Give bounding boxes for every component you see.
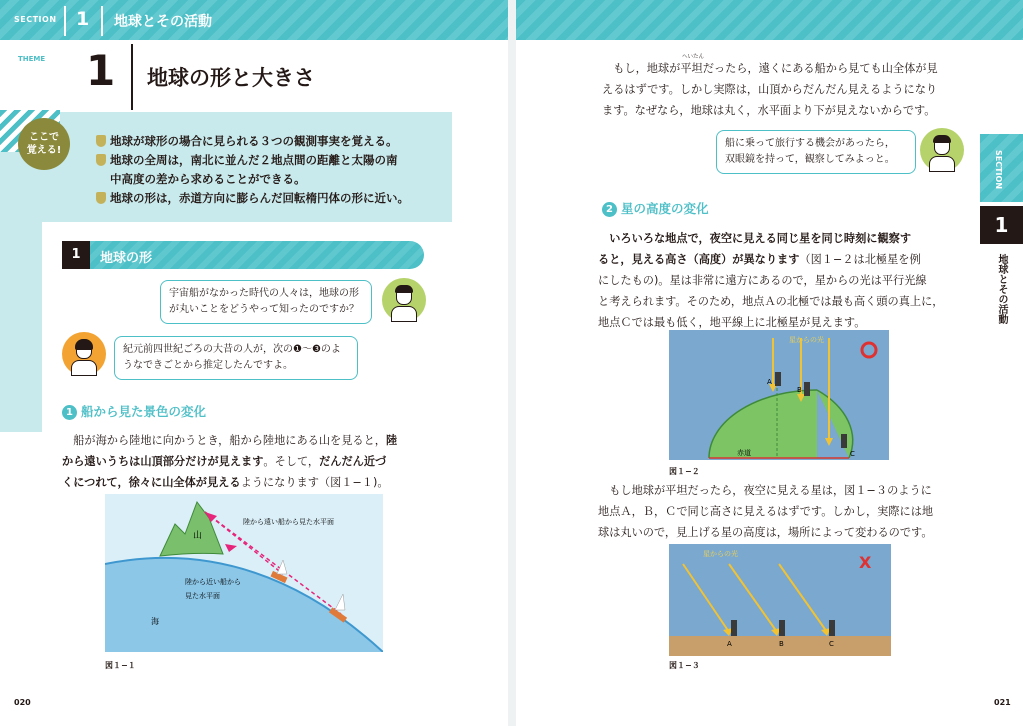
section-header [0, 0, 508, 40]
goal-item: 地球の全周は，南北に並んだ２地点間の距離と太陽の南 [96, 151, 436, 170]
label-sea: 海 [151, 617, 159, 626]
section-title: 地球とその活動 [114, 14, 212, 30]
section-label: SECTION [14, 15, 57, 24]
goal-item: 地球が球形の場合に見られる３つの観測事実を覚える。 [96, 132, 436, 151]
label-far-ship: 陸から遠い船から見た水平面 [243, 518, 334, 526]
theme-header [0, 40, 508, 112]
right-page [516, 0, 1023, 726]
book-gutter [508, 0, 516, 726]
figure-1-2 [669, 330, 889, 460]
page-title: 地球の形と大きさ [147, 66, 315, 90]
figure-1-1 [105, 494, 383, 652]
thought-bubble: 船に乗って旅行する機会があったら， 双眼鏡を持って，観察してみよっと。 [716, 130, 916, 174]
label-mountain: 山 [193, 531, 203, 541]
ruby-text: へいたん [682, 54, 705, 60]
goal-list [96, 132, 436, 208]
theme-label: THEME [18, 55, 46, 63]
label-near-ship-2: 見た水平面 [185, 592, 220, 600]
wrong-mark-icon: X [859, 553, 872, 572]
body-paragraph: いろいろな地点で，夜空に見える同じ星を同じ時刻に観察す ると，見える高さ（高度）が異なります（図１−２は北極星を例 にしたもの)。星は非常に遠方にあるので，星からの光は平行光線 と考えられます。そのため，地点Ａの北極では最も高く頭の真上に， 地点Ｃでは最も低く，地平線上に北極星が見えます。 [598, 232, 944, 329]
goal-badge: ここで 覚える! [18, 118, 70, 170]
finger-icon [96, 154, 106, 166]
page-number-left: 020 [14, 698, 31, 707]
goal-item: 中高度の差から求めることができる。 [110, 172, 306, 186]
side-band [0, 222, 42, 432]
side-index-tab [980, 134, 1023, 704]
body-paragraph: もし地球が平坦だったら，夜空に見える星は，図１−３のように 地点Ａ，Ｂ，Ｃで同じ高さに見えるはずです。しかし，実際には地 球は丸いので，見上げる星の高度は，場所によって変わるのです。 [598, 484, 934, 539]
question-bubble: 宇宙船がなかった時代の人々は，地球の形 が丸いことをどうやって知ったのですか？ [160, 280, 372, 324]
finger-icon [96, 192, 106, 204]
figure-caption-1: 図１−１ [105, 661, 136, 670]
goal-item: 地球の形は，赤道方向に膨らんだ回転楕円体の形に近い。 [96, 189, 436, 208]
student-avatar [920, 128, 964, 172]
student-avatar [382, 278, 426, 322]
left-page [0, 0, 508, 726]
side-tab-number: 1 [980, 206, 1023, 244]
point-c-label: C [829, 640, 834, 648]
subheading-2: 2 星の高度の変化 [602, 199, 709, 217]
figure-caption-3: 図１−３ [669, 661, 700, 670]
right-header-band [516, 0, 1023, 40]
star-light-label: 星からの光 [703, 550, 738, 558]
page-number-right: 021 [994, 698, 1011, 707]
theme-number: 1 [86, 46, 116, 95]
answer-bubble: 紀元前四世紀ごろの大昔の人が，次の❶～❸のよ うなできごとから推定したんですよ。 [114, 336, 358, 380]
finger-icon [96, 135, 106, 147]
point-a-label: A [727, 640, 732, 648]
figure-1-3 [669, 544, 891, 656]
teacher-avatar [62, 332, 106, 376]
side-tab-title: 地球とその活動 [996, 254, 1007, 324]
point-b-label: B [779, 640, 784, 648]
point-c-label: C [850, 450, 855, 458]
subsection-header [62, 241, 424, 269]
label-near-ship-1: 陸から近い船から [185, 578, 241, 586]
side-tab-label: SECTION [994, 150, 1003, 190]
subheading-1: 1 船から見た景色の変化 [62, 402, 206, 420]
star-light-label: 星からの光 [789, 336, 824, 344]
subsection-title: 地球の形 [100, 251, 153, 266]
equator-label: 赤道 [737, 449, 751, 457]
body-paragraph: 船が海から陸地に向かうとき，船から陸地にある山を見ると，陸 から遠いうちは山頂部分だけが見えます。そして，だんだん近づ くにつれて，徐々に山全体が見えるようになります（図１−１)。 [62, 434, 398, 489]
point-b-label: B [797, 386, 802, 394]
subsection-number: 1 [62, 241, 90, 269]
section-number: 1 [76, 8, 90, 30]
point-a-label: A [767, 378, 772, 386]
body-paragraph: もし，地球が平坦だったら，遠くにある船から見ても山全体が見 えるはずです。しかし実際は，山頂からだんだん見えるようになり ます。なぜなら，地球は丸く，水平面より下が見えないからです。 [602, 62, 938, 117]
figure-caption-2: 図１−２ [669, 467, 700, 476]
